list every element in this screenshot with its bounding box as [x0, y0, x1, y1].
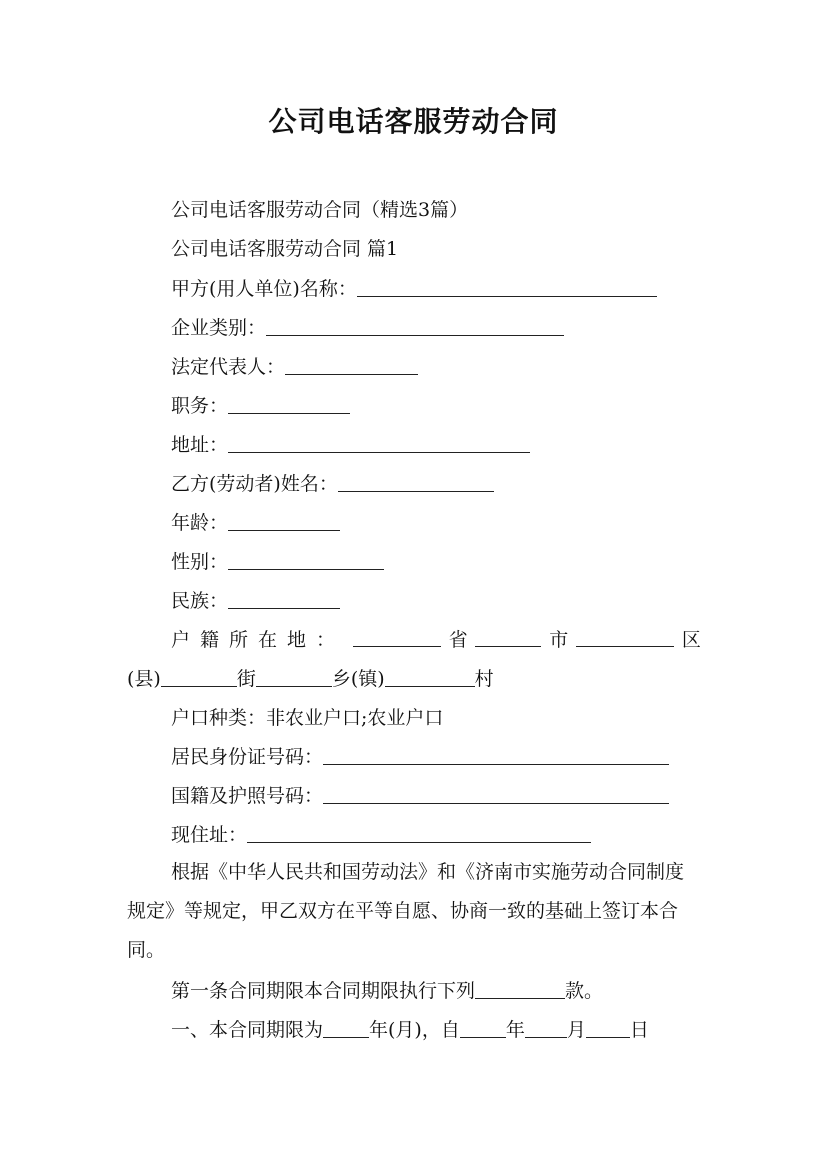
article-1-prefix: 第一条合同期限本合同期限执行下列: [171, 980, 476, 1002]
legal-rep-blank: [285, 356, 418, 375]
id-number-label: 居民身份证号码：: [171, 746, 324, 768]
nationality-passport-label: 国籍及护照号码：: [171, 785, 324, 807]
age-label: 年龄：: [171, 512, 229, 534]
clause-1-c: 年: [505, 1019, 525, 1041]
current-address-blank: [247, 824, 591, 843]
position-field: [171, 394, 350, 418]
id-number-field: [171, 745, 669, 769]
current-address-field: [171, 823, 591, 847]
residence-field: [171, 628, 701, 652]
clause-1-d: 月: [566, 1019, 586, 1041]
address-field: [171, 433, 530, 457]
enterprise-type-blank: [266, 317, 564, 336]
employer-blank: [357, 278, 657, 297]
clause-1-years-blank: [323, 1019, 369, 1038]
address-blank: [228, 434, 530, 453]
position-label: 职务：: [171, 395, 229, 417]
article-1-suffix: 款。: [565, 980, 604, 1002]
township-blank: [385, 668, 475, 687]
age-blank: [228, 512, 340, 531]
village-label: 村: [474, 668, 494, 690]
id-number-blank: [323, 746, 669, 765]
street-label: 街: [236, 668, 256, 690]
province-blank: [353, 628, 441, 647]
gender-blank: [228, 551, 384, 570]
enterprise-type-field: [171, 316, 564, 340]
nationality-passport-field: [171, 784, 669, 808]
document-title: 公司电话客服劳动合同: [268, 105, 559, 138]
position-blank: [228, 395, 350, 414]
township-label: 乡(镇): [331, 668, 385, 690]
clause-1-a: 一、本合同期限为: [171, 1019, 324, 1041]
gender-label: 性别：: [171, 551, 229, 573]
clause-1-year-blank: [460, 1019, 506, 1038]
ethnicity-blank: [228, 590, 340, 609]
street-blank: [256, 668, 332, 687]
district-blank: [576, 628, 674, 647]
clause-1-month-blank: [525, 1019, 567, 1038]
address-label: 地址：: [171, 434, 229, 456]
employee-label: 乙方(劳动者)姓名：: [171, 473, 338, 495]
employee-field: [171, 472, 494, 496]
province-label: 省: [448, 629, 468, 651]
employer-label: 甲方(用人单位)名称：: [171, 278, 357, 300]
household-type-field: 户口种类：非农业户口;农业户口: [171, 707, 444, 729]
enterprise-type-label: 企业类别：: [171, 317, 267, 339]
subtitle: 公司电话客服劳动合同（精选3篇）: [171, 199, 469, 221]
age-field: [171, 511, 340, 535]
residence-label: 户籍所在地：: [171, 629, 346, 651]
county-label: (县): [127, 668, 161, 690]
intro-paragraph: 根据《中华人民共和国劳动法》和《济南市实施劳动合同制度规定》等规定，甲乙双方在平等自愿、协商一致的基础上签订本合同。: [127, 861, 685, 961]
employer-field: [171, 277, 657, 301]
residence-field-cont: [127, 667, 494, 691]
ethnicity-field: [171, 589, 340, 613]
clause-1-day-blank: [586, 1019, 630, 1038]
legal-rep-label: 法定代表人：: [171, 356, 286, 378]
gender-field: [171, 550, 384, 574]
clause-1-e: 日: [629, 1019, 649, 1041]
district-label: 区: [681, 629, 701, 651]
employee-blank: [338, 473, 494, 492]
ethnicity-label: 民族：: [171, 590, 229, 612]
clause-1: [171, 1018, 649, 1042]
clause-1-b: 年(月)，自: [369, 1019, 460, 1041]
section-heading: 公司电话客服劳动合同 篇1: [171, 238, 399, 260]
nationality-passport-blank: [323, 785, 669, 804]
city-blank: [475, 628, 541, 647]
county-blank: [161, 668, 237, 687]
city-label: 市: [549, 629, 569, 651]
article-1-blank: [475, 980, 565, 999]
current-address-label: 现住址：: [171, 824, 248, 846]
legal-rep-field: [171, 355, 418, 379]
article-1: [171, 979, 603, 1003]
